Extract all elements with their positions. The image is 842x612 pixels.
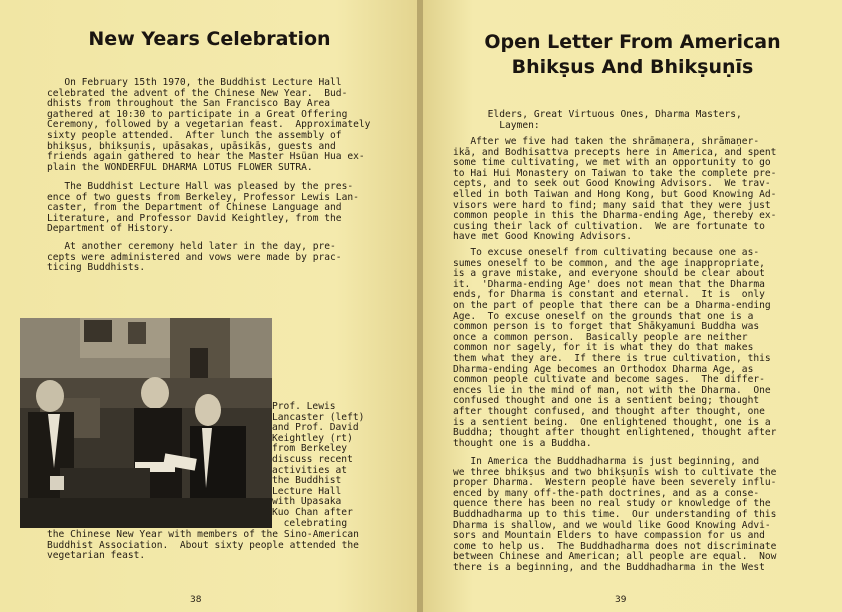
left-paragraph-2: The Buddhist Lecture Hall was pleased by the pres- ence of two guests from Berkeley, Professor Lewis Lan- caster, from the Department of Chinese Language and Literature, and Professor David Keightley, from the Department of History.	[47, 181, 359, 235]
title-line-2: Bhikṣus And Bhikṣuṇīs	[511, 56, 754, 78]
right-paragraph-2: To excuse oneself from cultivating because one as- sumes oneself to be common, and the age inappropriate, is a grave mistake, and everyone should be clear about it. 'Dharma-ending Age' does not mean that the Dharma ends, for Dharma is constant and eternal. It is only on the part of people that there can be a Dharma-ending Age. To excuse oneself on the grounds that one is a common person is to forget that Shākyamuni Buddha was once a common person. Basically people are neither common nor sagely, for it is what they do that makes them what they are. If there is true cultivation, this Dharma-ending Age becomes an Orthodox Dharma Age, as common people cultivate and become sages. The differ- ences lie in the mind of man, not with the Dharma. One confused thought and one is a sentient being; thought after thought confused, and thought after thought, one is a sentient being. One enlightened thought, one is a Buddha; thought after thought enlightened, thought after thought one is a Buddha.	[453, 247, 777, 449]
photo-caption: Prof. Lewis Lancaster (left) and Prof. David Keightley (rt) from Berkeley discuss recent activities at the Buddhist Lecture Hall with Upasaka Kuo Chan after celebrating	[272, 401, 365, 529]
left-paragraph-3: At another ceremony held later in the day, pre- cepts were administered and vows were made by prac- ticing Buddhists.	[47, 241, 342, 274]
left-page	[0, 0, 419, 612]
page-number-left: 38	[190, 595, 202, 605]
salutation: Elders, Great Virtuous Ones, Dharma Masters, Laymen:	[487, 109, 742, 131]
article-title-open-letter	[423, 30, 842, 80]
right-paragraph-3: In America the Buddhadharma is just beginning, and we three bhikṣus and two bhikṣuṇīs wish to cultivate the proper Dharma. Western people have been severely influ- enced by many off-the-path doctrines, and as a conse- quence there has been no real study or knowledge of the Buddhadharma up to this time. Our understanding of this Dharma is shallow, and we would like Good Knowing Advi- sors and Mountain Elders to have compassion for us and come to help us. The Buddhadharma does not discriminate between Chinese and American; all people are equal. Now there is a beginning, and the Buddhadharma in the West	[453, 456, 777, 573]
photograph-professors	[20, 318, 272, 528]
left-paragraph-1: On February 15th 1970, the Buddhist Lecture Hall celebrated the advent of the Chinese New Year. Bud- dhists from throughout the San Francisco Bay Area gathered at 10:30 to participate in a Great Offering Ceremony, followed by a vegetarian feast. Approximately sixty people attended. After lunch the assembly of bhikṣus, bhikṣuṇis, upāsakas, upāsikās, guests and friends again gathered to hear the Master Hsüan Hua ex- plain the WONDERFUL DHARMA LOTUS FLOWER SUTRA.	[47, 77, 371, 173]
photo-illustration	[20, 318, 272, 528]
right-page	[423, 0, 842, 612]
right-paragraph-1: After we five had taken the shrāmaṇera, shrāmaṇer- ikā, and Bodhisattva precepts here in America, and spent some time cultivating, we met with an opportunity to go to Hai Hui Monastery on Taiwan to take the complete pre- cepts, and to seek out Good Knowing Advisors. We trav- elled in both Taiwan and Hong Kong, but Good Knowing Ad- visors were hard to find; many said that they were just common people in this the Dharma-ending Age, thereby ex- cusing their lack of cultivation. We are fortunate to have met Good Knowing Advisors.	[453, 136, 777, 243]
photo-caption-continued: the Chinese New Year with members of the Sino-American Buddhist Association. About sixty people attended the vegetarian feast.	[47, 529, 359, 562]
page-number-right: 39	[615, 595, 627, 605]
article-title-new-years: New Years Celebration	[88, 28, 331, 50]
title-line-1: Open Letter From American	[484, 31, 781, 53]
